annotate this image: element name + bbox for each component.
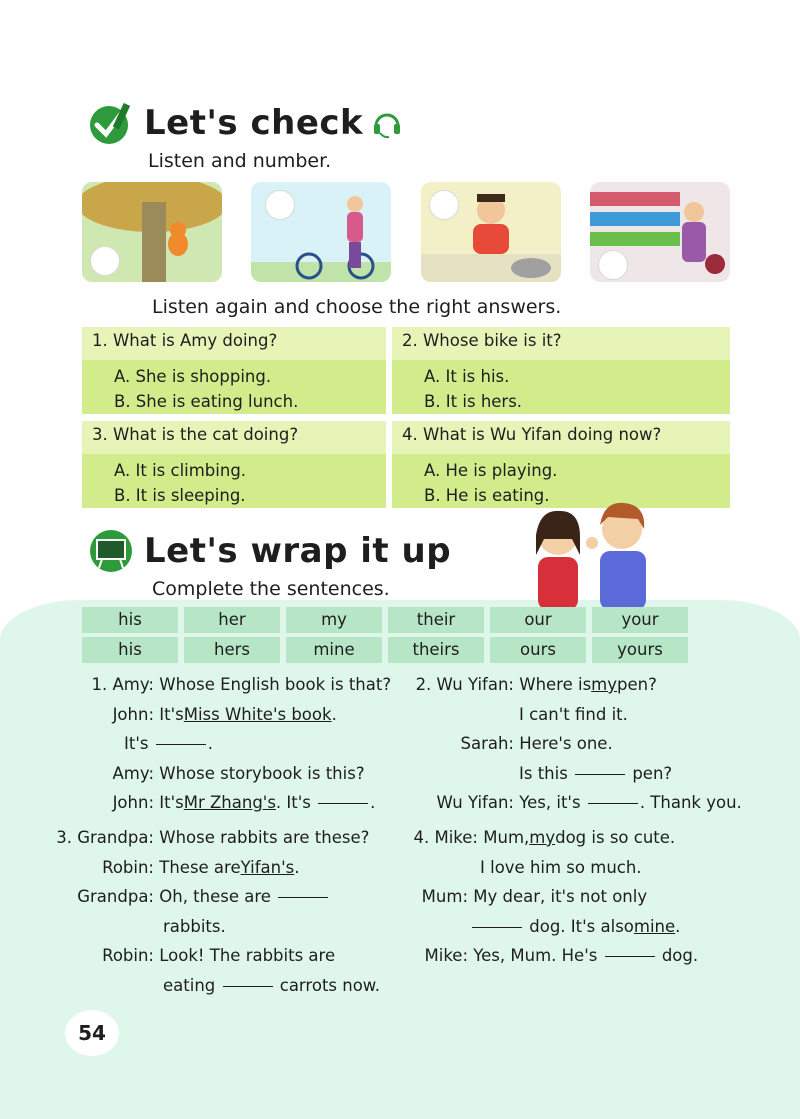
question-3	[82, 421, 386, 508]
question-1	[82, 327, 386, 414]
speaker: Robin:	[102, 946, 154, 965]
word-cell: my	[286, 607, 382, 633]
answer-blank[interactable]	[605, 941, 655, 957]
headphones-icon	[371, 106, 403, 140]
answer-blank[interactable]	[318, 788, 368, 804]
speaker: Grandpa:	[77, 887, 154, 906]
underlined-text: Mr Zhang's	[183, 793, 276, 812]
line: rabbits.	[163, 916, 226, 936]
line: Here's one.	[519, 734, 613, 753]
speaker: 2. Wu Yifan:	[415, 675, 514, 694]
line: I can't find it.	[519, 704, 628, 724]
line: Yes, it's	[519, 793, 581, 812]
word-cell: his	[82, 637, 178, 663]
line: Whose rabbits are these?	[159, 828, 370, 847]
answer-blank[interactable]	[156, 729, 206, 745]
lets-wrap-title: Let's wrap it up	[144, 531, 452, 571]
word-cell: your	[592, 607, 688, 633]
line: Look! The rabbits are	[159, 946, 336, 965]
answer-blank[interactable]	[472, 912, 522, 928]
line: Is this	[519, 763, 568, 783]
speaker: Wu Yifan:	[436, 793, 514, 812]
question-text: 3. What is the cat doing?	[82, 421, 386, 454]
underlined-text: my	[529, 828, 556, 847]
exercise-1: 1. Amy: Whose English book is that? John: It's Miss White's book . It's . Amy: Whose storybook is this? John: It's Mr Zhang's . It's .	[52, 670, 391, 818]
option-b[interactable]: B. She is eating lunch.	[114, 392, 299, 411]
word-cell: their	[388, 607, 484, 633]
answer-options	[82, 360, 386, 414]
exercise-3	[52, 823, 380, 1000]
option-a[interactable]: A. It is climbing.	[114, 461, 247, 480]
line: .	[331, 704, 337, 724]
line: Where is	[519, 675, 592, 694]
word-cell: our	[490, 607, 586, 633]
speaker: John:	[112, 793, 154, 812]
line: dog.	[661, 946, 699, 965]
picture-girl-with-bike	[251, 182, 391, 282]
option-b[interactable]: B. He is eating.	[424, 486, 550, 505]
underlined-text: my	[591, 675, 618, 694]
answer-options	[82, 454, 386, 508]
exercise-2	[400, 670, 742, 818]
line: Whose English book is that?	[159, 675, 392, 694]
answer-options	[392, 360, 730, 414]
underlined-text: mine	[633, 916, 676, 936]
line: pen?	[632, 763, 673, 783]
speaker: 1. Amy:	[91, 675, 154, 694]
line: dog. It's also	[529, 916, 634, 936]
speaker: 3. Grandpa:	[56, 828, 154, 847]
line: My dear, it's not only	[473, 887, 648, 906]
line: pen?	[617, 675, 657, 694]
option-a[interactable]: A. He is playing.	[424, 461, 558, 480]
option-a[interactable]: A. She is shopping.	[114, 367, 272, 386]
number-circle[interactable]	[598, 250, 628, 280]
line: . Thank you.	[639, 793, 742, 812]
blackboard-icon	[88, 528, 134, 574]
speaker: Amy:	[112, 763, 154, 783]
number-circle[interactable]	[429, 190, 459, 220]
line: Mum,	[483, 828, 530, 847]
question-2	[392, 327, 730, 414]
option-a[interactable]: A. It is his.	[424, 367, 510, 386]
answer-blank[interactable]	[575, 759, 625, 775]
word-cell: her	[184, 607, 280, 633]
answer-blank[interactable]	[223, 971, 273, 987]
line: It's	[124, 734, 149, 753]
line: These are	[159, 857, 241, 877]
line: . It's	[275, 793, 311, 812]
answer-blank[interactable]	[278, 882, 328, 898]
line: Whose storybook is this?	[159, 763, 365, 783]
speaker: 4. Mike:	[413, 828, 478, 847]
lets-wrap-header	[88, 528, 451, 574]
line: .	[294, 857, 300, 877]
two-children-illustration	[500, 495, 680, 610]
word-cell: ours	[490, 637, 586, 663]
page-number: 54	[65, 1010, 119, 1056]
question-grid	[82, 327, 730, 508]
line: I love him so much.	[480, 857, 642, 877]
pronoun-word-table	[82, 607, 682, 663]
question-text: 4. What is Wu Yifan doing now?	[392, 421, 730, 454]
line: eating	[163, 975, 216, 995]
picture-boy-eating	[421, 182, 561, 282]
picture-cat-climbing-tree	[82, 182, 222, 282]
speaker: John:	[112, 704, 154, 724]
complete-sentences-instruction: Complete the sentences.	[152, 578, 390, 600]
line: Oh, these are	[159, 887, 271, 906]
speaker: Robin:	[102, 857, 154, 877]
exercise-4	[400, 823, 698, 971]
word-cell: his	[82, 607, 178, 633]
word-cell: mine	[286, 637, 382, 663]
picture-girl-shopping	[590, 182, 730, 282]
lets-check-header	[88, 100, 403, 146]
choose-answers-instruction: Listen again and choose the right answers.	[152, 296, 562, 318]
line: carrots now.	[279, 975, 381, 995]
answer-blank[interactable]	[588, 788, 638, 804]
speaker: Sarah:	[460, 734, 514, 753]
question-text: 1. What is Amy doing?	[82, 327, 386, 360]
question-text: 2. Whose bike is it?	[392, 327, 730, 360]
line: It's	[159, 704, 184, 724]
underlined-text: Yifan's	[240, 857, 295, 877]
word-cell: yours	[592, 637, 688, 663]
number-circle[interactable]	[90, 246, 120, 276]
line: It's	[159, 793, 184, 812]
listen-and-number-instruction: Listen and number.	[148, 150, 332, 172]
line: .	[675, 916, 681, 936]
option-b[interactable]: B. It is hers.	[424, 392, 523, 411]
speaker: Mum:	[421, 887, 468, 906]
lets-check-title: Let's check	[144, 103, 364, 143]
line: dog is so cute.	[555, 828, 676, 847]
word-cell: hers	[184, 637, 280, 663]
checkmark-pencil-icon	[88, 100, 134, 146]
underlined-text: Miss White's book	[183, 704, 332, 724]
word-cell: theirs	[388, 637, 484, 663]
picture-row	[82, 182, 730, 282]
speaker: Mike:	[424, 946, 468, 965]
line: Yes, Mum. He's	[473, 946, 598, 965]
option-b[interactable]: B. It is sleeping.	[114, 486, 246, 505]
